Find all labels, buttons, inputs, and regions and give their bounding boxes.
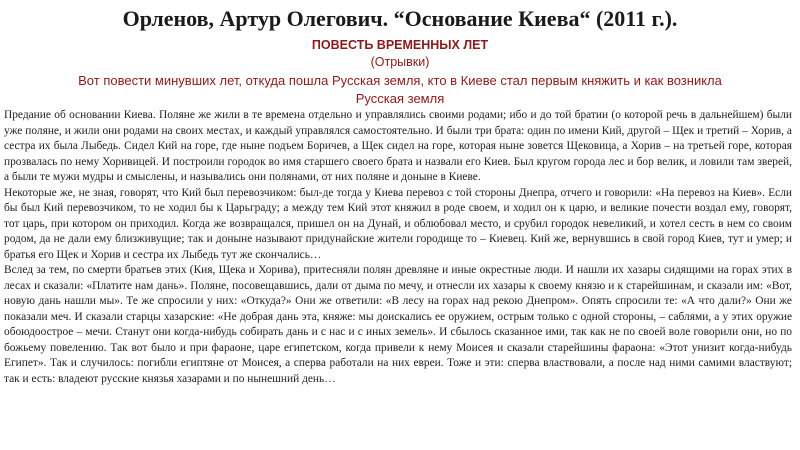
paragraph-ferryman: Некоторые же, не зная, говорят, что Кий был перевозчиком: был-де тогда у Киева перевоз с той стороны Днепра, отчего и говорили: «На перевоз на Киев». Если бы был Кий перевозчиком, то не ходил бы к Царьграду; а между тем Кий этот княжил в роде своем, и ходил он к царю, и великие почести воздал ему, говорят, тот царь, при котором он приходил. Когда же возвращался, пришел он на Дунай, и облюбовал место, и срубил городок невеликий, и хотел сесть в нем со своим родом, да не дали ему близживущие; так и доныне называют придунайские жители городище то – Киевец. Кий же, вернувшись в свой город Киев, тут и умер; и братья его Щек и Хорив и сестра их Лыбедь тут же скончались… bbox=[4, 186, 792, 261]
chronicle-subtitle-line-1: Вот повести минувших лет, откуда пошла Русская земля, кто в Киеве стал первым княжить и как возникла bbox=[78, 73, 722, 88]
paragraph-khazar-tribute: Вслед за тем, по смерти братьев этих (Кия, Щека и Хорива), притесняли полян древляне и иные окрестные люди. И нашли их хазары сидящими на горах этих в лесах и сказали: «Платите нам дань». Поляне, посовещавшись, дали от дыма по мечу, и отнесли их хазары к своему князю и к старейшинам, и сказали им: «Вот, новую дань нашли мы». Те же спросили у них: «Откуда?» Они же ответили: «В лесу на горах над рекою Днепром». Опять спросили те: «А что дали?» Они же показали меч. И сказали старцы хазарские: «Не добрая дань эта, княже: мы доискались ее оружием, острым только с одной стороны, – саблями, а у этих оружие обоюдоострое – мечи. Станут они когда-нибудь собирать дань и с нас и с иных земель». И сбылось сказанное ими, так как не по своей воле говорили они, но по божьему повелению. Так вот было и при фараоне, царе египетском, когда привели к нему Моисея и сказали старейшины фараона: «Этот унизит когда-нибудь Египет». Так и случилось: погибли египтяне от Моисея, а сперва работали на них евреи. Тоже и эти: сперва властвовали, а после над ними самими властвуют; так и есть: владеют русские князья хазарами и по нынешний день… bbox=[4, 264, 792, 385]
excerpts-label: (Отрывки) bbox=[370, 55, 430, 69]
chronicle-subtitle-line-2: Русская земля bbox=[355, 91, 445, 106]
paragraph-founding-legend: Предание об основании Киева. Поляне же жили в те времена отдельно и управлялись своими родами; ибо и до той братии (о которой речь в дальнейшем) были уже поляне, и жили они родами на своих местах, и каждый управлялся самостоятельно. И были три брата: один по имени Кий, другой – Щек и третий – Хорив, а сестра их была Лыбедь. Сидел Кий на горе, где ныне подъем Боричев, а Щек сидел на горе, которая ныне зовется Щековица, а Хорив – на третьей горе, которая прозвалась по нему Хоривицей. И построили городок во имя старшего своего брата и назвали его Киев. Был кругом города лес и бор велик, и ловили там зверей, а были те мужи мудры и смыслены, и назывались они полянами, от них поляне и доныне в Киеве. bbox=[4, 109, 792, 183]
text-body bbox=[4, 108, 792, 387]
page-title: Орленов, Артур Олегович. “Основание Киева“ (2011 г.). bbox=[122, 6, 678, 31]
chronicle-title: ПОВЕСТЬ ВРЕМЕННЫХ ЛЕТ bbox=[311, 38, 489, 52]
